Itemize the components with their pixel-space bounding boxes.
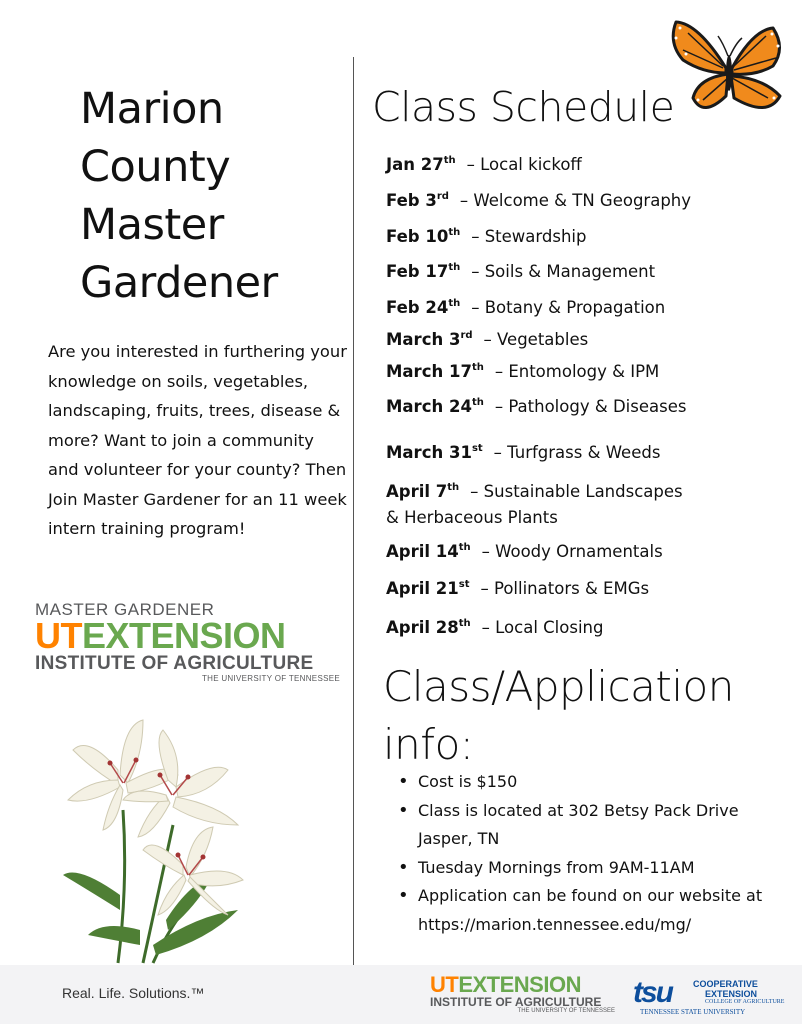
schedule-row — [386, 542, 663, 561]
tsu-college-text: COLLEGE OF AGRICULTURE — [705, 999, 785, 1005]
schedule-topic: – Pathology & Diseases — [489, 397, 687, 416]
schedule-row — [386, 298, 665, 317]
schedule-row — [386, 618, 603, 637]
schedule-topic: – Vegetables — [478, 330, 589, 349]
schedule-row — [386, 155, 582, 174]
tsu-cooperative-text: COOPERATIVE — [693, 979, 758, 989]
schedule-title: Class Schedule — [372, 83, 675, 131]
date-suffix: rd — [436, 191, 449, 202]
schedule-topic: – Soils & Management — [465, 262, 656, 281]
date-suffix: th — [448, 227, 461, 238]
schedule-topic: – Pollinators & EMGs — [475, 579, 650, 598]
info-item-application: • Application can be found on our website at https://marion.tennessee.edu/mg/ — [398, 882, 768, 939]
schedule-date: April 14 — [386, 542, 459, 561]
schedule-topic: – Woody Ornamentals — [476, 542, 663, 561]
schedule-row — [386, 443, 660, 462]
ut-extension-footer-logo — [430, 974, 620, 1019]
schedule-topic: – Local Closing — [476, 618, 604, 637]
schedule-topic: – Sustainable Landscapes — [464, 482, 683, 501]
schedule-date: March 17 — [386, 362, 472, 381]
schedule-topic: – Entomology & IPM — [489, 362, 660, 381]
schedule-row — [386, 579, 649, 598]
schedule-date: Jan 27 — [386, 155, 444, 174]
schedule-row — [386, 397, 686, 416]
title-line-3: Master — [80, 200, 224, 250]
date-suffix: th — [471, 362, 484, 373]
date-suffix: th — [471, 397, 484, 408]
date-suffix: th — [447, 482, 460, 493]
schedule-topic: – Welcome & TN Geography — [454, 191, 692, 210]
schedule-date: April 7 — [386, 482, 448, 501]
footer-ut-extension — [430, 974, 620, 996]
info-title-line-2: info: — [383, 720, 474, 769]
date-suffix: rd — [460, 330, 473, 341]
date-suffix: th — [458, 542, 471, 553]
footer-institute-text: INSTITUTE OF AGRICULTURE — [430, 995, 602, 1009]
schedule-row — [386, 479, 683, 531]
info-title-line-1: Class/Application — [383, 662, 734, 711]
column-divider — [353, 57, 354, 965]
schedule-date: March 31 — [386, 443, 472, 462]
schedule-row — [386, 227, 587, 246]
logo-ut-extension — [35, 615, 345, 656]
title-line-2: County — [80, 142, 231, 192]
schedule-date: Feb 3 — [386, 191, 437, 210]
schedule-row — [386, 330, 588, 349]
info-item-time: • Tuesday Mornings from 9AM-11AM — [398, 854, 768, 883]
info-item-location: • Class is located at 302 Betsy Pack Drive Jasper, TN — [398, 797, 768, 854]
schedule-date: April 21 — [386, 579, 459, 598]
date-suffix: th — [443, 155, 456, 166]
schedule-date: Feb 10 — [386, 227, 449, 246]
schedule-topic: – Turfgrass & Weeds — [488, 443, 661, 462]
schedule-row — [386, 262, 655, 281]
date-suffix: th — [448, 262, 461, 273]
butterfly-illustration — [668, 18, 788, 128]
footer-university-text: THE UNIVERSITY OF TENNESSEE — [517, 1008, 615, 1014]
schedule-date: March 24 — [386, 397, 472, 416]
schedule-date: Feb 24 — [386, 298, 449, 317]
schedule-date: April 28 — [386, 618, 459, 637]
schedule-topic: – Stewardship — [465, 227, 587, 246]
title-line-4: Gardener — [80, 258, 278, 308]
info-title — [383, 658, 734, 774]
date-suffix: st — [458, 579, 470, 590]
schedule-date: March 3 — [386, 330, 461, 349]
logo-university-text: THE UNIVERSITY OF TENNESSEE — [201, 674, 340, 683]
flyer-title — [80, 80, 330, 312]
tsu-extension-logo — [633, 976, 793, 1018]
master-gardener-logo — [35, 600, 345, 685]
lily-illustration — [48, 715, 263, 965]
tsu-university-text: TENNESSEE STATE UNIVERSITY — [640, 1008, 746, 1016]
logo-extension-text: EXTENSION — [82, 615, 286, 656]
date-suffix: st — [471, 443, 483, 454]
info-item-cost: • Cost is $150 — [398, 768, 768, 797]
schedule-topic: – Botany & Propagation — [465, 298, 666, 317]
logo-ut-mark: UT — [35, 615, 82, 656]
intro-paragraph: Are you interested in furthering your knowledge on soils, vegetables, landscaping, fruits, trees, disease & more? Want to join a community and volunteer for your county? Then Join Master Gardener for an 11 week intern training program! — [48, 342, 347, 538]
footer-ut-mark: UT — [430, 972, 459, 997]
schedule-topic-continued: & Herbaceous Plants — [386, 508, 558, 527]
footer-extension-text: EXTENSION — [458, 972, 581, 997]
date-suffix: th — [458, 618, 471, 629]
schedule-row — [386, 191, 691, 210]
date-suffix: th — [448, 298, 461, 309]
logo-master-gardener-text: MASTER GARDENER — [35, 600, 215, 619]
tsu-mark: tsu — [633, 976, 672, 1009]
schedule-date: Feb 17 — [386, 262, 449, 281]
schedule-row — [386, 362, 659, 381]
schedule-topic: – Local kickoff — [461, 155, 582, 174]
info-list — [398, 768, 768, 939]
title-line-1: Marion — [80, 84, 224, 134]
tsu-extension-text: EXTENSION — [705, 989, 758, 999]
tagline: Real. Life. Solutions.™ — [62, 985, 205, 1001]
logo-institute-text: INSTITUTE OF AGRICULTURE — [35, 653, 314, 674]
